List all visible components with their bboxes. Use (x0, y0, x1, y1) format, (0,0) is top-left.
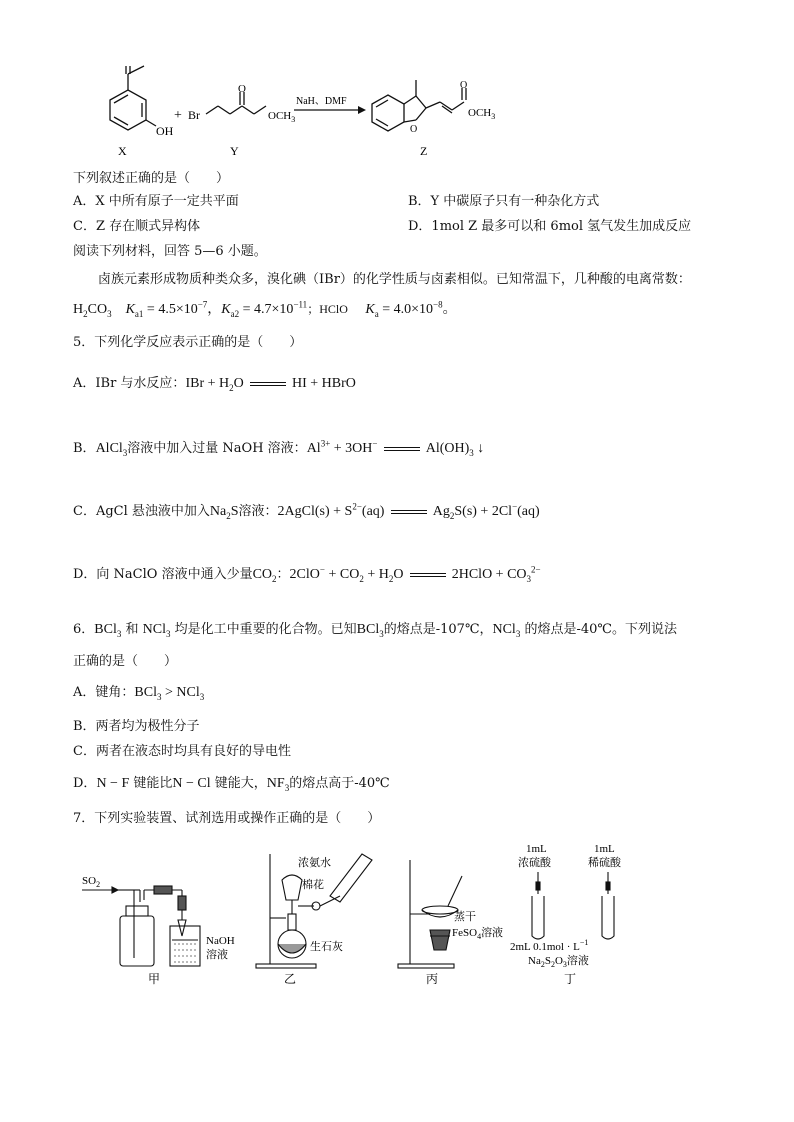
q5-option-a[interactable]: A．IBr 与水反应：IBr + $H_2O$ HI + HBrO (73, 376, 356, 393)
figure-label-jia: 甲 (148, 972, 161, 986)
q4-option-b[interactable]: B．Y 中碳原子只有一种杂化方式 (408, 194, 600, 209)
conc-ammonia-label: 浓氨水 (298, 857, 331, 869)
evaporate-label: 蒸干 (454, 911, 476, 923)
y-och3: $OCH_3$ (268, 110, 296, 124)
apparatus-jia (82, 886, 200, 966)
q6-option-a[interactable]: A．键角：BCl$_3$ > NCl$_3$ (73, 685, 205, 702)
reaction-scheme (90, 62, 530, 162)
br-label: Br (188, 108, 200, 122)
q6-stem-line2: 正确的是（ ） (73, 654, 178, 669)
q5-option-d[interactable]: D．向 NaClO 溶液中通入少量$CO_2$：$2ClO^- + CO_2 + H_2O$ 2HClO + $CO_3^{2-}$ (73, 564, 541, 584)
plus-sign: + (174, 108, 182, 123)
so2-label: $SO_2$ (82, 875, 101, 889)
compound-y-structure (206, 92, 266, 114)
figure-label-yi: 乙 (284, 972, 297, 986)
apparatus-bing (398, 860, 462, 968)
q5-option-c[interactable]: C．AgCl 悬浊液中加入$Na_2S$溶液：2AgCl(s) + $S^{2-}(aq) Ag_2S(s) + 2Cl^-(aq)$ (73, 501, 540, 521)
cotton-label: 棉花 (302, 879, 324, 891)
compound-x-label: X (118, 144, 127, 158)
q5-stem: 5．下列化学反应表示正确的是（ ） (73, 335, 303, 350)
compound-z-structure (372, 80, 466, 131)
q7-apparatus-figure (78, 840, 638, 990)
quicklime-label: 生石灰 (310, 941, 343, 953)
ding-1ml-left: 1mL (526, 843, 547, 855)
z-oxygen: O (410, 124, 418, 135)
compound-y-label: Y (230, 144, 239, 158)
thiosulfate-conc-label: 2mL $0.1mol \cdot L^{-1}$ (510, 938, 589, 953)
q4-stem: 下列叙述正确的是（ ） (73, 171, 230, 186)
z-carbonyl-oxygen: O (460, 80, 468, 91)
naoh-solution-label: 溶液 (206, 949, 228, 961)
compound-x-structure (110, 66, 156, 130)
equals-sign (250, 382, 286, 386)
acid-constants-line: $H_2CO_3$ $K_{a1} = 4.5\times 10^{-7}$，$K_{a2} = 4.7\times 10^{-11}$；HClO $K_a = 4.0\times 10^{-8}$。 (73, 299, 457, 319)
material-intro: 阅读下列材料，回答 5—6 小题。 (73, 244, 267, 259)
figure-label-bing: 丙 (426, 972, 439, 986)
ding-1ml-right: 1mL (594, 843, 615, 855)
q5-option-b[interactable]: B．AlCl$_3$溶液中加入过量 NaOH 溶液：$Al^{3+} + 3OH^-$ $Al(OH)_3$ ↓ (73, 438, 485, 458)
z-och3: $OCH_3$ (468, 107, 496, 121)
naoh-label: NaOH (206, 935, 235, 947)
apparatus-ding (532, 872, 614, 939)
equals-sign (410, 573, 446, 577)
thiosulfate-solution-label: $Na_2S_2O_3$溶液 (528, 955, 589, 969)
oh-label: OH (156, 124, 174, 138)
q6-option-c[interactable]: C．两者在液态时均具有良好的导电性 (73, 744, 291, 759)
equals-sign (391, 510, 427, 514)
q4-option-a[interactable]: A．X 中所有原子一定共平面 (73, 194, 239, 209)
feso4-label: FeSO$_4$溶液 (452, 927, 504, 941)
figure-label-ding: 丁 (564, 972, 577, 986)
conc-sulfuric-label: 浓硫酸 (518, 857, 551, 869)
q6-stem-line1: 6．BCl$_3$ 和 NCl$_3$ 均是化工中重要的化合物。已知BCl$_3$的熔点是-107℃，NCl$_3$ 的熔点是-40℃。下列说法 (73, 622, 677, 639)
dilute-sulfuric-label: 稀硫酸 (588, 857, 621, 869)
compound-z-label: Z (420, 144, 428, 158)
q6-option-b[interactable]: B．两者均为极性分子 (73, 719, 200, 734)
q6-option-d[interactable]: D．N − F 键能比N − Cl 键能大，$NF_3$的熔点高于-40℃ (73, 776, 390, 793)
q7-stem: 7．下列实验装置、试剂选用或操作正确的是（ ） (73, 811, 381, 826)
reagent-label: NaH、DMF (296, 96, 347, 107)
y-oxygen: O (238, 83, 246, 95)
q4-option-c[interactable]: C．Z 存在顺式异构体 (73, 219, 201, 234)
material-paragraph: 卤族元素形成物质种类众多，溴化碘（IBr）的化学性质与卤素相似。已知常温下，几种酸的电离常数： (98, 272, 691, 287)
q4-option-d[interactable]: D．1mol Z 最多可以和 6mol 氢气发生加成反应 (408, 219, 692, 234)
equals-sign (384, 447, 420, 451)
